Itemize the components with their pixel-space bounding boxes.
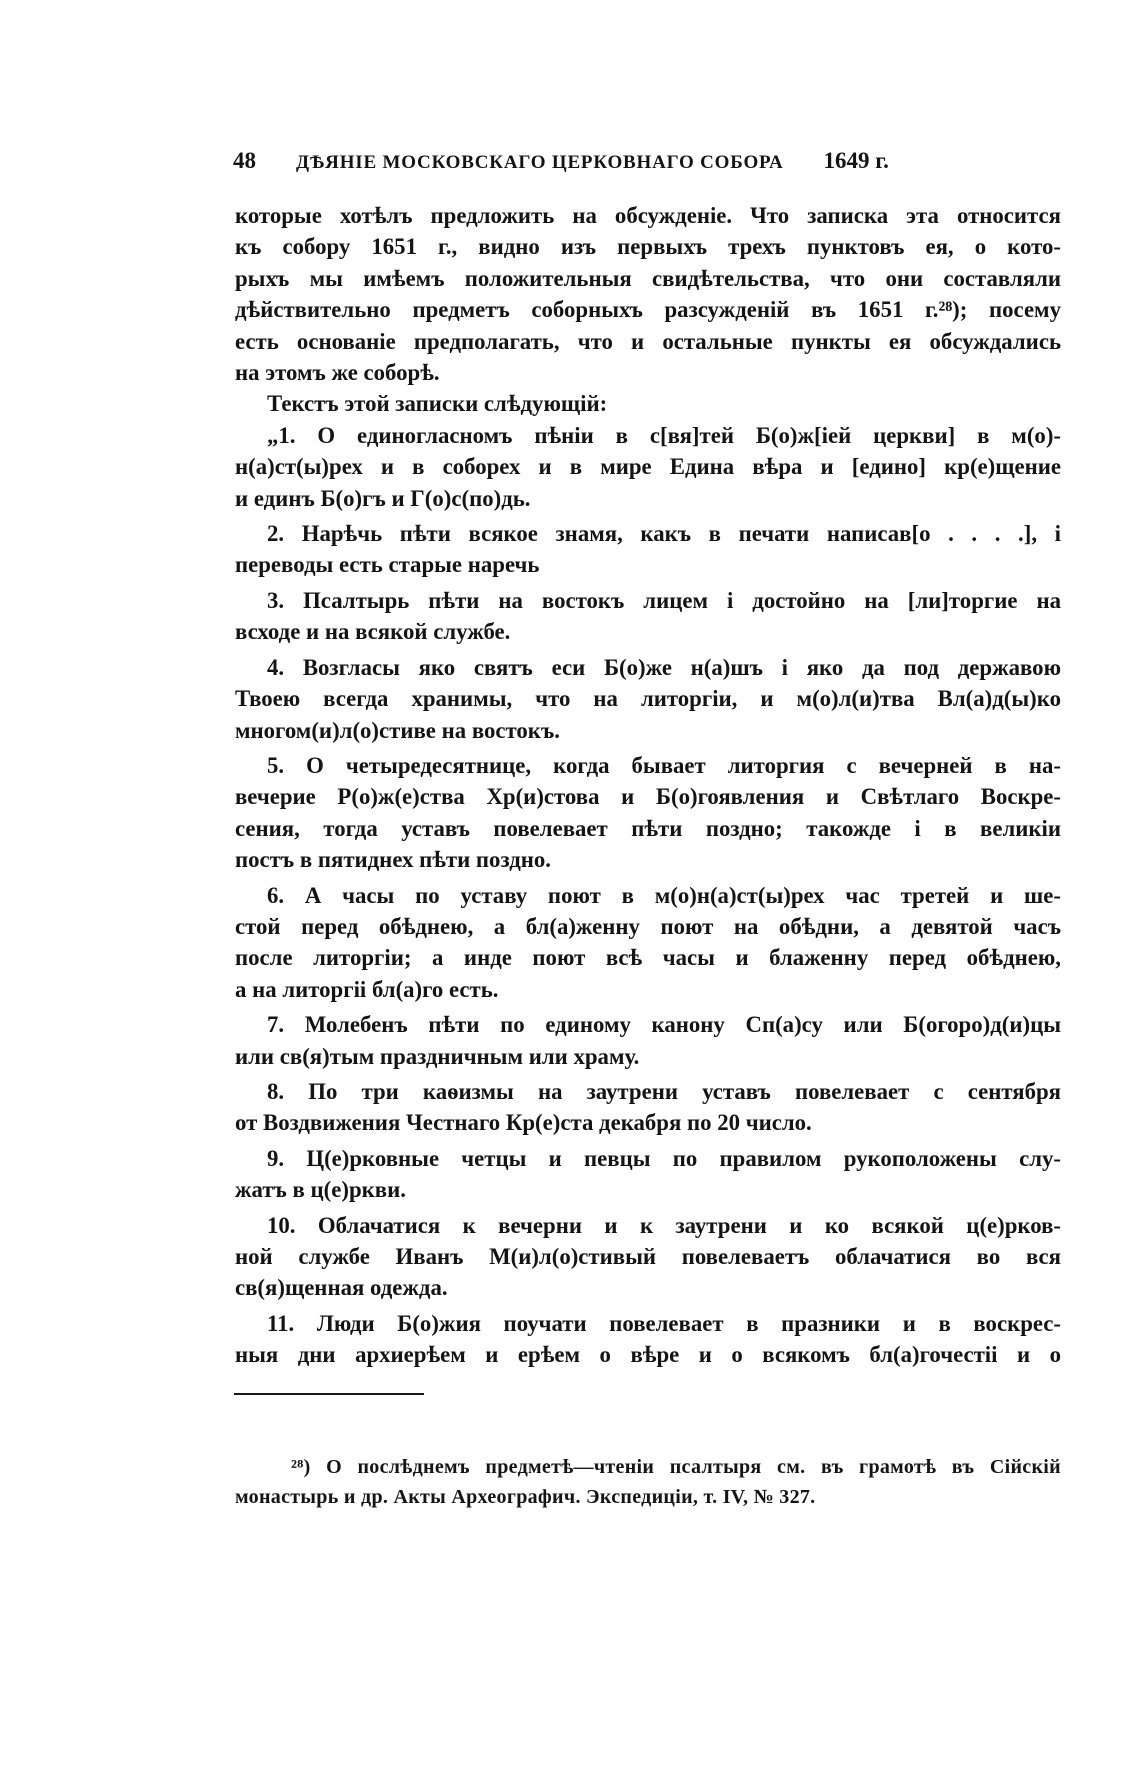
- text-line: ныя дни архиерѣем и ерѣем о вѣре и о всякомъ бл(а)гочестіі и о: [235, 1342, 1061, 1368]
- text-line: ной службе Иванъ М(и)л(о)стивый повелеваетъ облачатися во вся: [235, 1244, 1061, 1269]
- running-title-year: 1649 г.: [823, 148, 889, 173]
- text-line: 9. Ц(е)рковные четцы и певцы по правилом рукоположены слу-: [267, 1145, 1061, 1171]
- text-line: вечерие Р(о)ж(е)ства Хр(и)стова и Б(о)гоявления и Свѣтлаго Воскре-: [235, 784, 1061, 810]
- footnote-line: [235, 1452, 1061, 1482]
- text-line: 2. Нарѣчь пѣти всякое знамя, какъ в печати написав[о . . . .], і: [267, 521, 1061, 547]
- text-line: есть основаніе предполагать, что и остальные пункты ея обсуждались: [235, 328, 1061, 354]
- text-line: сения, тогда уставъ повелевает пѣти поздно; такожде і в великіи: [235, 815, 1061, 841]
- text-line: къ собору 1651 г., видно изъ первыхъ трехъ пунктовъ ея, о кото-: [235, 234, 1061, 260]
- footnote-text: О послѣднемъ предметѣ—чтеніи псалтыря см. въ грамотѣ въ Сійскій: [326, 1456, 1061, 1478]
- text-line: 8. По три каѳизмы на заутрени уставъ повелевает с сентября: [267, 1078, 1061, 1104]
- text-line: рыхъ мы имѣемъ положительныя свидѣтельства, что они составляли: [235, 265, 1061, 291]
- text-line: 7. Молебенъ пѣти по единому канону Сп(а)су или Б(огоро)д(и)цы: [267, 1012, 1061, 1038]
- footnote-mark: ²⁸): [291, 1456, 311, 1478]
- text-line: 11. Люди Б(о)жия поучати повелевает в празники и в воскрес-: [267, 1310, 1061, 1336]
- text-line: н(а)ст(ы)рех и в соборех и в мире Едина вѣра и [едино] кр(е)щение: [235, 454, 1061, 480]
- text-line: или св(я)тым праздничным или храму.: [235, 1043, 640, 1069]
- text-line: и единъ Б(о)гъ и Г(о)с(по)дь.: [235, 485, 531, 511]
- text-line: а на литоргіі бл(а)го есть.: [235, 976, 499, 1002]
- text-line: Твоею всегда хранимы, что на литоргіи, и м(о)л(и)тва Вл(а)д(ы)ко: [235, 686, 1061, 712]
- footnotes: [235, 1452, 1061, 1512]
- footnote-line: монастырь и др. Акты Археографич. Экспедиціи, т. IV, № 327.: [235, 1486, 816, 1508]
- text-line: которые хотѣлъ предложить на обсужденіе. Что записка эта относится: [235, 203, 1061, 228]
- running-title: ДѢЯНIЕ МОСКОВСКАГО ЦЕРКОВНАГО СОБОРА: [296, 152, 784, 173]
- page-number: 48: [233, 148, 256, 173]
- running-header: [233, 148, 903, 174]
- text-line: многом(и)л(о)стиве на востокъ.: [235, 717, 560, 743]
- text-line: 10. Облачатися к вечерни и к заутрени и ко всякой ц(е)рков-: [267, 1212, 1061, 1238]
- text-line: стой перед обѣднею, а бл(а)женну поют на обѣдни, а девятой часъ: [235, 913, 1061, 939]
- text-line: 3. Псалтырь пѣти на востокъ лицем і достойно на [ли]торгие на: [267, 587, 1061, 613]
- text-line: „1. О единогласномъ пѣніи в с[вя]тей Б(о)ж[іей церкви] в м(о)-: [267, 422, 1061, 448]
- text-line: всходе и на всякой службе.: [235, 619, 511, 645]
- text-line: Текстъ этой записки слѣдующій:: [267, 391, 608, 417]
- text-line: после литоргіи; а инде поют всѣ часы и блаженну перед обѣднею,: [235, 945, 1061, 971]
- main-text: [235, 200, 1061, 1371]
- text-line: от Воздвижения Честнаго Кр(е)ста декабря по 20 число.: [235, 1110, 812, 1136]
- text-line: 4. Возгласы яко святъ еси Б(о)же н(а)шъ і яко да под державою: [267, 654, 1061, 680]
- text-line: 5. О четыредесятнице, когда бывает литоргия с вечерней в на-: [267, 752, 1061, 778]
- text-line: жатъ в ц(е)ркви.: [235, 1177, 406, 1203]
- text-line: дѣйствительно предметъ соборныхъ разсужденій въ 1651 г.²⁸); посему: [235, 297, 1061, 323]
- footnote-divider: [234, 1393, 424, 1395]
- text-line: на этомъ же соборѣ.: [235, 360, 440, 386]
- text-line: 6. А часы по уставу поют в м(о)н(а)ст(ы)рех час третей и ше-: [267, 882, 1061, 908]
- text-line: св(я)щенная одежда.: [235, 1275, 448, 1301]
- text-line: постъ в пятиднех пѣти поздно.: [235, 847, 551, 873]
- text-line: переводы есть старые наречь: [235, 552, 540, 578]
